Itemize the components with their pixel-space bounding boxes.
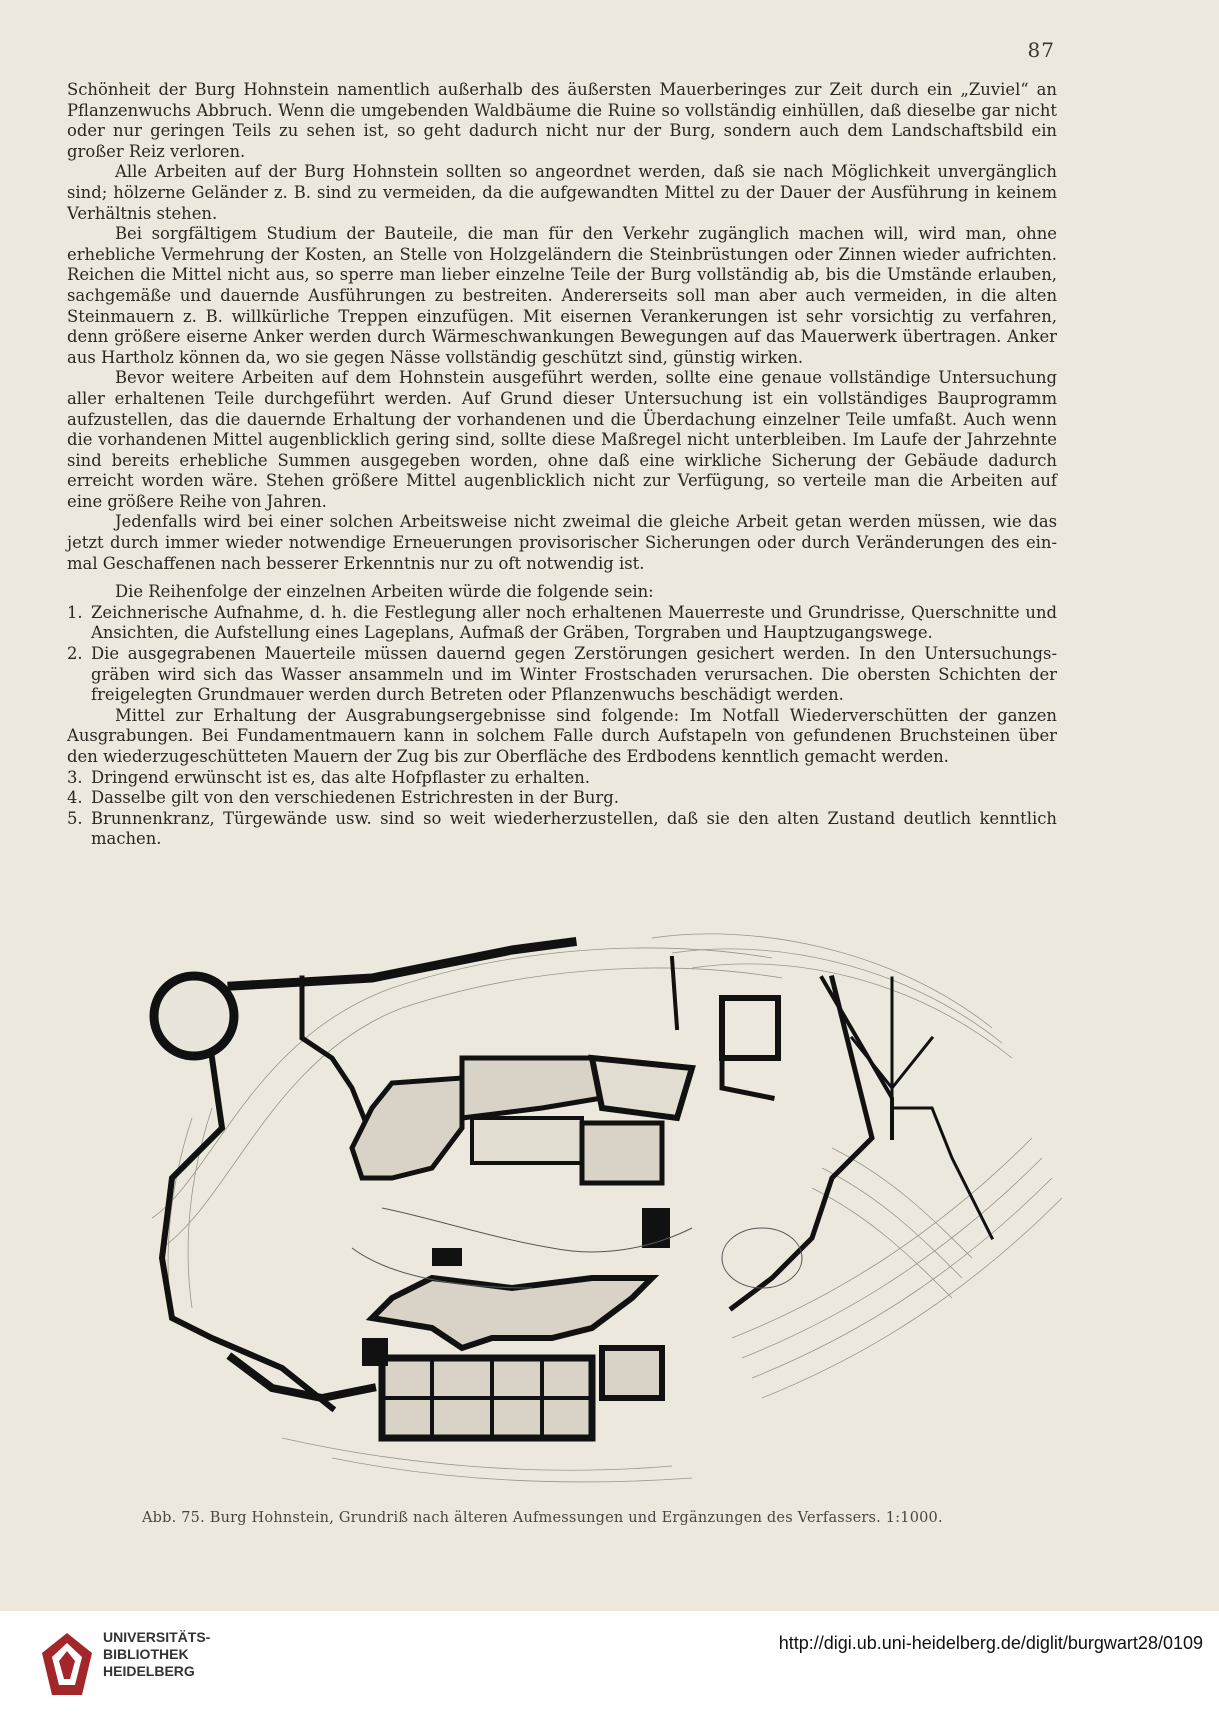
paragraph: Jedenfalls wird bei einer solchen Arbeitsweise nicht zweimal die gleiche Arbeit getan werden müssen, wie das jetzt durch immer wieder notwendige Erneuerungen provisorischer Sicherungen oder durch Veränderungen des einmal Geschaffenen nach besserer Erkenntnis nur zu oft notwendig ist. [67, 512, 1057, 573]
library-name: UNIVERSITÄTS- BIBLIOTHEK HEIDELBERG [103, 1629, 211, 1679]
paragraph: Bevor weitere Arbeiten auf dem Hohnstein ausgeführt werden, sollte eine genaue vollständige Untersuchung aller erhaltenen Teile durchgeführt werden. Auf Grund dieser Untersuchung ist ein vollständiges Bauprogramm aufzustellen, das die dauernde Erhaltung der vorhandenen und die Überdachung einzelner Teile umfaßt. Auch wenn die vorhandenen Mittel augenblicklich gering sind, sollte diese Maßregel nicht unterbleiben. Im Laufe der Jahrzehnte sind bereits erhebliche Summen ausgegeben worden, ohne daß eine wirkliche Sicherung der Gebäude dadurch erreicht worden wäre. Stehen größere Mittel augenblicklich nicht zur Verfügung, so verteile man die Arbeiten auf eine größere Reihe von Jahren. [67, 368, 1057, 511]
paragraph: Schönheit der Burg Hohnstein namentlich außerhalb des äußersten Mauerberinges zur Zeit durch ein „Zuviel“ an Pflanzenwuchs Abbruch. Wenn die umgebenden Waldbäume die Ruine so vollständig einhüllen, daß dieselbe gar nicht oder nur geringen Teils zu sehen ist, so geht dadurch nicht nur der Burg, sondern auch dem Landschaftsbild ein großer Reiz verloren. [67, 80, 1057, 161]
library-logo-icon [42, 1633, 92, 1695]
list-item: 4. Dasselbe gilt von den verschiedenen Estrichresten in der Burg. [67, 788, 619, 808]
courtyard-paths [352, 1208, 802, 1288]
paragraph: Alle Arbeiten auf der Burg Hohnstein sollten so angeordnet werden, daß sie nach Möglichkeit unvergänglich sind; hölzerne Geländer z. B. sind zu vermeiden, da die aufgewandten Mittel zu der Dauer der Ausführung in keinem Verhältnis stehen. [67, 162, 1057, 223]
paragraph: Bei sorgfältigem Studium der Bauteile, die man für den Verkehr zugänglich machen will, wird man, ohne erhebliche Vermehrung der Kosten, an Stelle von Holzgeländern die Steinbrüstungen oder Zinnen wieder aufrichten. Reichen die Mittel nicht aus, so sperre man lieber einzelne Teile der Burg vollständig ab, bis die Umstände erlauben, sachgemäße und dauernde Ausführungen zu bestreiten. Andererseits soll man aber auch vermeiden, in die alten Steinmauern z. B. willkürliche Treppen einzufügen. Mit eisernen Verankerungen ist sehr vorsichtig zu verfahren, denn größere eiserne Anker werden durch Wärmeschwankungen Bewegungen auf das Mauerwerk übertragen. Anker aus Hartholz können da, wo sie gegen Nässe vollständig geschützt sind, günstig wirken. [67, 224, 1057, 367]
castle-floor-plan [132, 918, 1102, 1498]
source-url-link[interactable]: http://digi.ub.uni-heidelberg.de/diglit/burgwart28/0109 [778, 1633, 1203, 1653]
list-item: 1. Zeichnerische Aufnahme, d. h. die Festlegung aller noch erhaltenen Mauerreste und Grundrisse, Querschnitte und Ansichten, die Aufstellung eines Lageplans, Aufmaß der Gräben, Torgraben und Hauptzugangswege. [67, 602, 1057, 643]
list-item: 5. Brunnenkranz, Türgewände usw. sind so weit wiederherzustellen, daß sie den alten Zustand deutlich kenntlich machen. [67, 808, 1057, 849]
inner-castle [352, 1058, 692, 1438]
paragraph: Die Reihenfolge der einzelnen Arbeiten würde die folgende sein: [115, 582, 654, 602]
figure-caption: Abb. 75. Burg Hohnstein, Grundriß nach älteren Aufmessungen und Ergänzungen des Verfassers. 1:1000. [142, 1510, 943, 1526]
paragraph: Mittel zur Erhaltung der Ausgrabungsergebnisse sind folgende: Im Notfall Wiederverschütten der ganzen Ausgrabungen. Bei Fundamentmauern kann in solchem Falle durch Aufstapeln von gefundenen Bruchsteinen über den wiederzugeschütteten Mauern der Zug bis zur Oberfläche des Erdbodens kenntlich gemacht werden. [67, 705, 1057, 766]
page-number: 87 [1027, 38, 1055, 62]
body-text [67, 80, 1057, 850]
list-item: 3. Dringend erwünscht ist es, das alte Hofpflaster zu erhalten. [67, 767, 590, 787]
footer-bar [0, 1611, 1219, 1731]
list-item: 2. Die ausgegrabenen Mauerteile müssen dauernd gegen Zerstörungen gesichert werden. In den Untersuchungsgräben wird sich das Wasser ansammeln und im Winter Frostschaden verursachen. Die obersten Schichten der freigelegten Grundmauer werden durch Betreten oder Pflanzenwuchs beschädigt werden. [67, 644, 1057, 705]
round-tower [154, 976, 234, 1056]
walls [162, 942, 992, 1408]
